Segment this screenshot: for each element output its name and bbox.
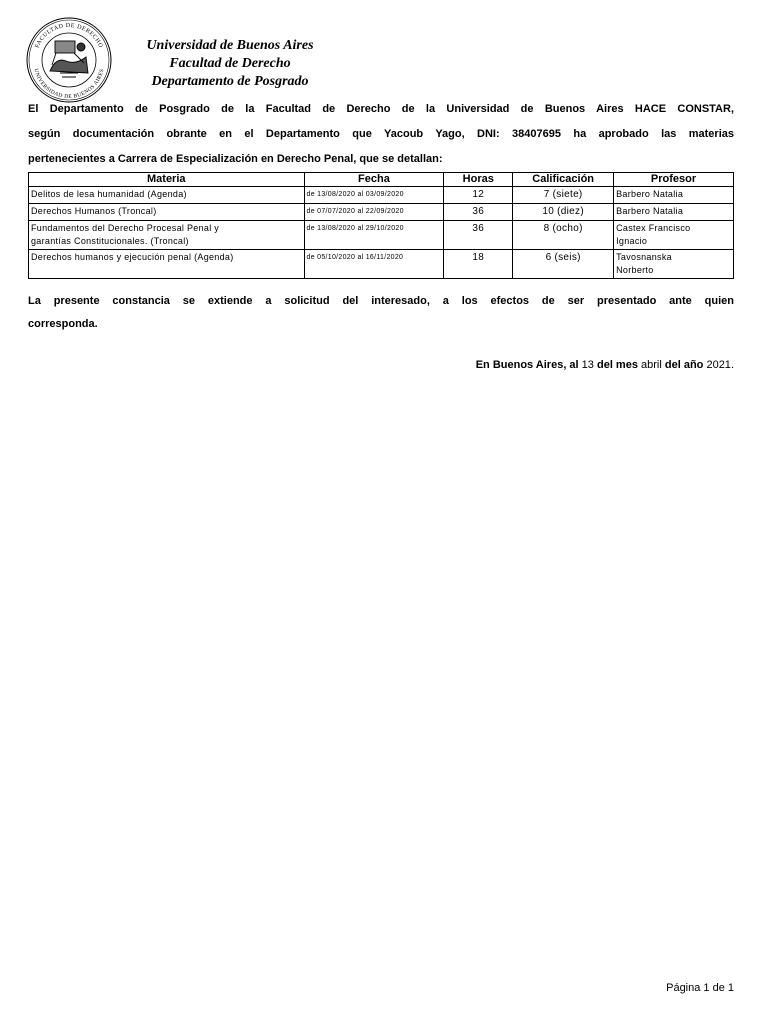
- seal-ring-top-text: FACULTAD DE DERECHO: [34, 22, 104, 50]
- cell-calificacion: 7 (siete): [513, 187, 614, 204]
- table-row: [29, 204, 734, 221]
- university-name: Universidad de Buenos Aires: [146, 38, 314, 53]
- column-header-calificacion: Calificación: [513, 173, 614, 187]
- date-end: .: [730, 359, 734, 371]
- table-row: [29, 187, 734, 204]
- faculty-seal: [26, 17, 112, 103]
- place-prefix: En Buenos Aires, al: [475, 359, 579, 371]
- cell-horas: 12: [444, 187, 513, 204]
- cell-calificacion: 8 (ocho): [513, 221, 614, 250]
- column-header-profesor: Profesor: [614, 173, 734, 187]
- cell-fecha: de 05/10/2020 al 16/11/2020: [304, 250, 444, 279]
- table-row: [29, 221, 734, 250]
- cell-materia: Fundamentos del Derecho Procesal Penal y garantías Constitucionales. (Troncal): [29, 221, 305, 250]
- date-day: 13: [581, 359, 594, 371]
- date-year: 2021: [706, 359, 731, 371]
- grades-table: [28, 172, 734, 279]
- cell-fecha: de 13/08/2020 al 29/10/2020: [304, 221, 444, 250]
- closing-paragraph: [28, 290, 734, 336]
- cell-calificacion: 10 (diez): [513, 204, 614, 221]
- cell-profesor: Tavosnanska Norberto: [614, 250, 734, 279]
- table-row: [29, 250, 734, 279]
- seal-ring-bottom-text: UNIVERSIDAD DE BUENOS AIRES: [32, 68, 106, 101]
- column-header-fecha: Fecha: [304, 173, 444, 187]
- cell-materia: Derechos Humanos (Troncal): [29, 204, 305, 221]
- year-label: del año: [664, 359, 704, 371]
- closing-line-2: corresponda.: [28, 318, 98, 330]
- cell-calificacion: 6 (seis): [513, 250, 614, 279]
- department-name: Departamento de Posgrado: [151, 74, 309, 89]
- intro-line-2: según documentación obrante en el Departamento que Yacoub Yago, DNI: 38407695 ha aprobado las materias: [28, 128, 734, 140]
- intro-line-1: El Departamento de Posgrado de la Facultad de Derecho de la Universidad de Buenos Aires HACE CONSTAR,: [28, 103, 734, 115]
- intro-line-3: pertenecientes a Carrera de Especialización en Derecho Penal, que se detallan:: [28, 153, 443, 165]
- closing-line-1: La presente constancia se extiende a solicitud del interesado, a los efectos de ser presentado ante quien: [28, 295, 734, 307]
- cell-profesor: Barbero Natalia: [614, 187, 734, 204]
- certification-paragraph: [28, 97, 734, 172]
- institution-header: [130, 37, 330, 91]
- cell-materia: Delitos de lesa humanidad (Agenda): [29, 187, 305, 204]
- table-header-row: [29, 173, 734, 187]
- cell-materia: Derechos humanos y ejecución penal (Agenda): [29, 250, 305, 279]
- cell-horas: 36: [444, 221, 513, 250]
- date-month: abril: [641, 359, 662, 371]
- column-header-horas: Horas: [444, 173, 513, 187]
- cell-horas: 36: [444, 204, 513, 221]
- cell-horas: 18: [444, 250, 513, 279]
- place-and-date: [476, 359, 734, 371]
- cell-fecha: de 13/08/2020 al 03/09/2020: [304, 187, 444, 204]
- month-label: del mes: [596, 359, 638, 371]
- page-number: Página 1 de 1: [666, 982, 734, 994]
- cell-fecha: de 07/07/2020 al 22/09/2020: [304, 204, 444, 221]
- cell-profesor: Castex Francisco Ignacio: [614, 221, 734, 250]
- faculty-name: Facultad de Derecho: [169, 56, 291, 71]
- column-header-materia: Materia: [29, 173, 305, 187]
- seal-emblem-icon: [50, 41, 88, 77]
- cell-profesor: Barbero Natalia: [614, 204, 734, 221]
